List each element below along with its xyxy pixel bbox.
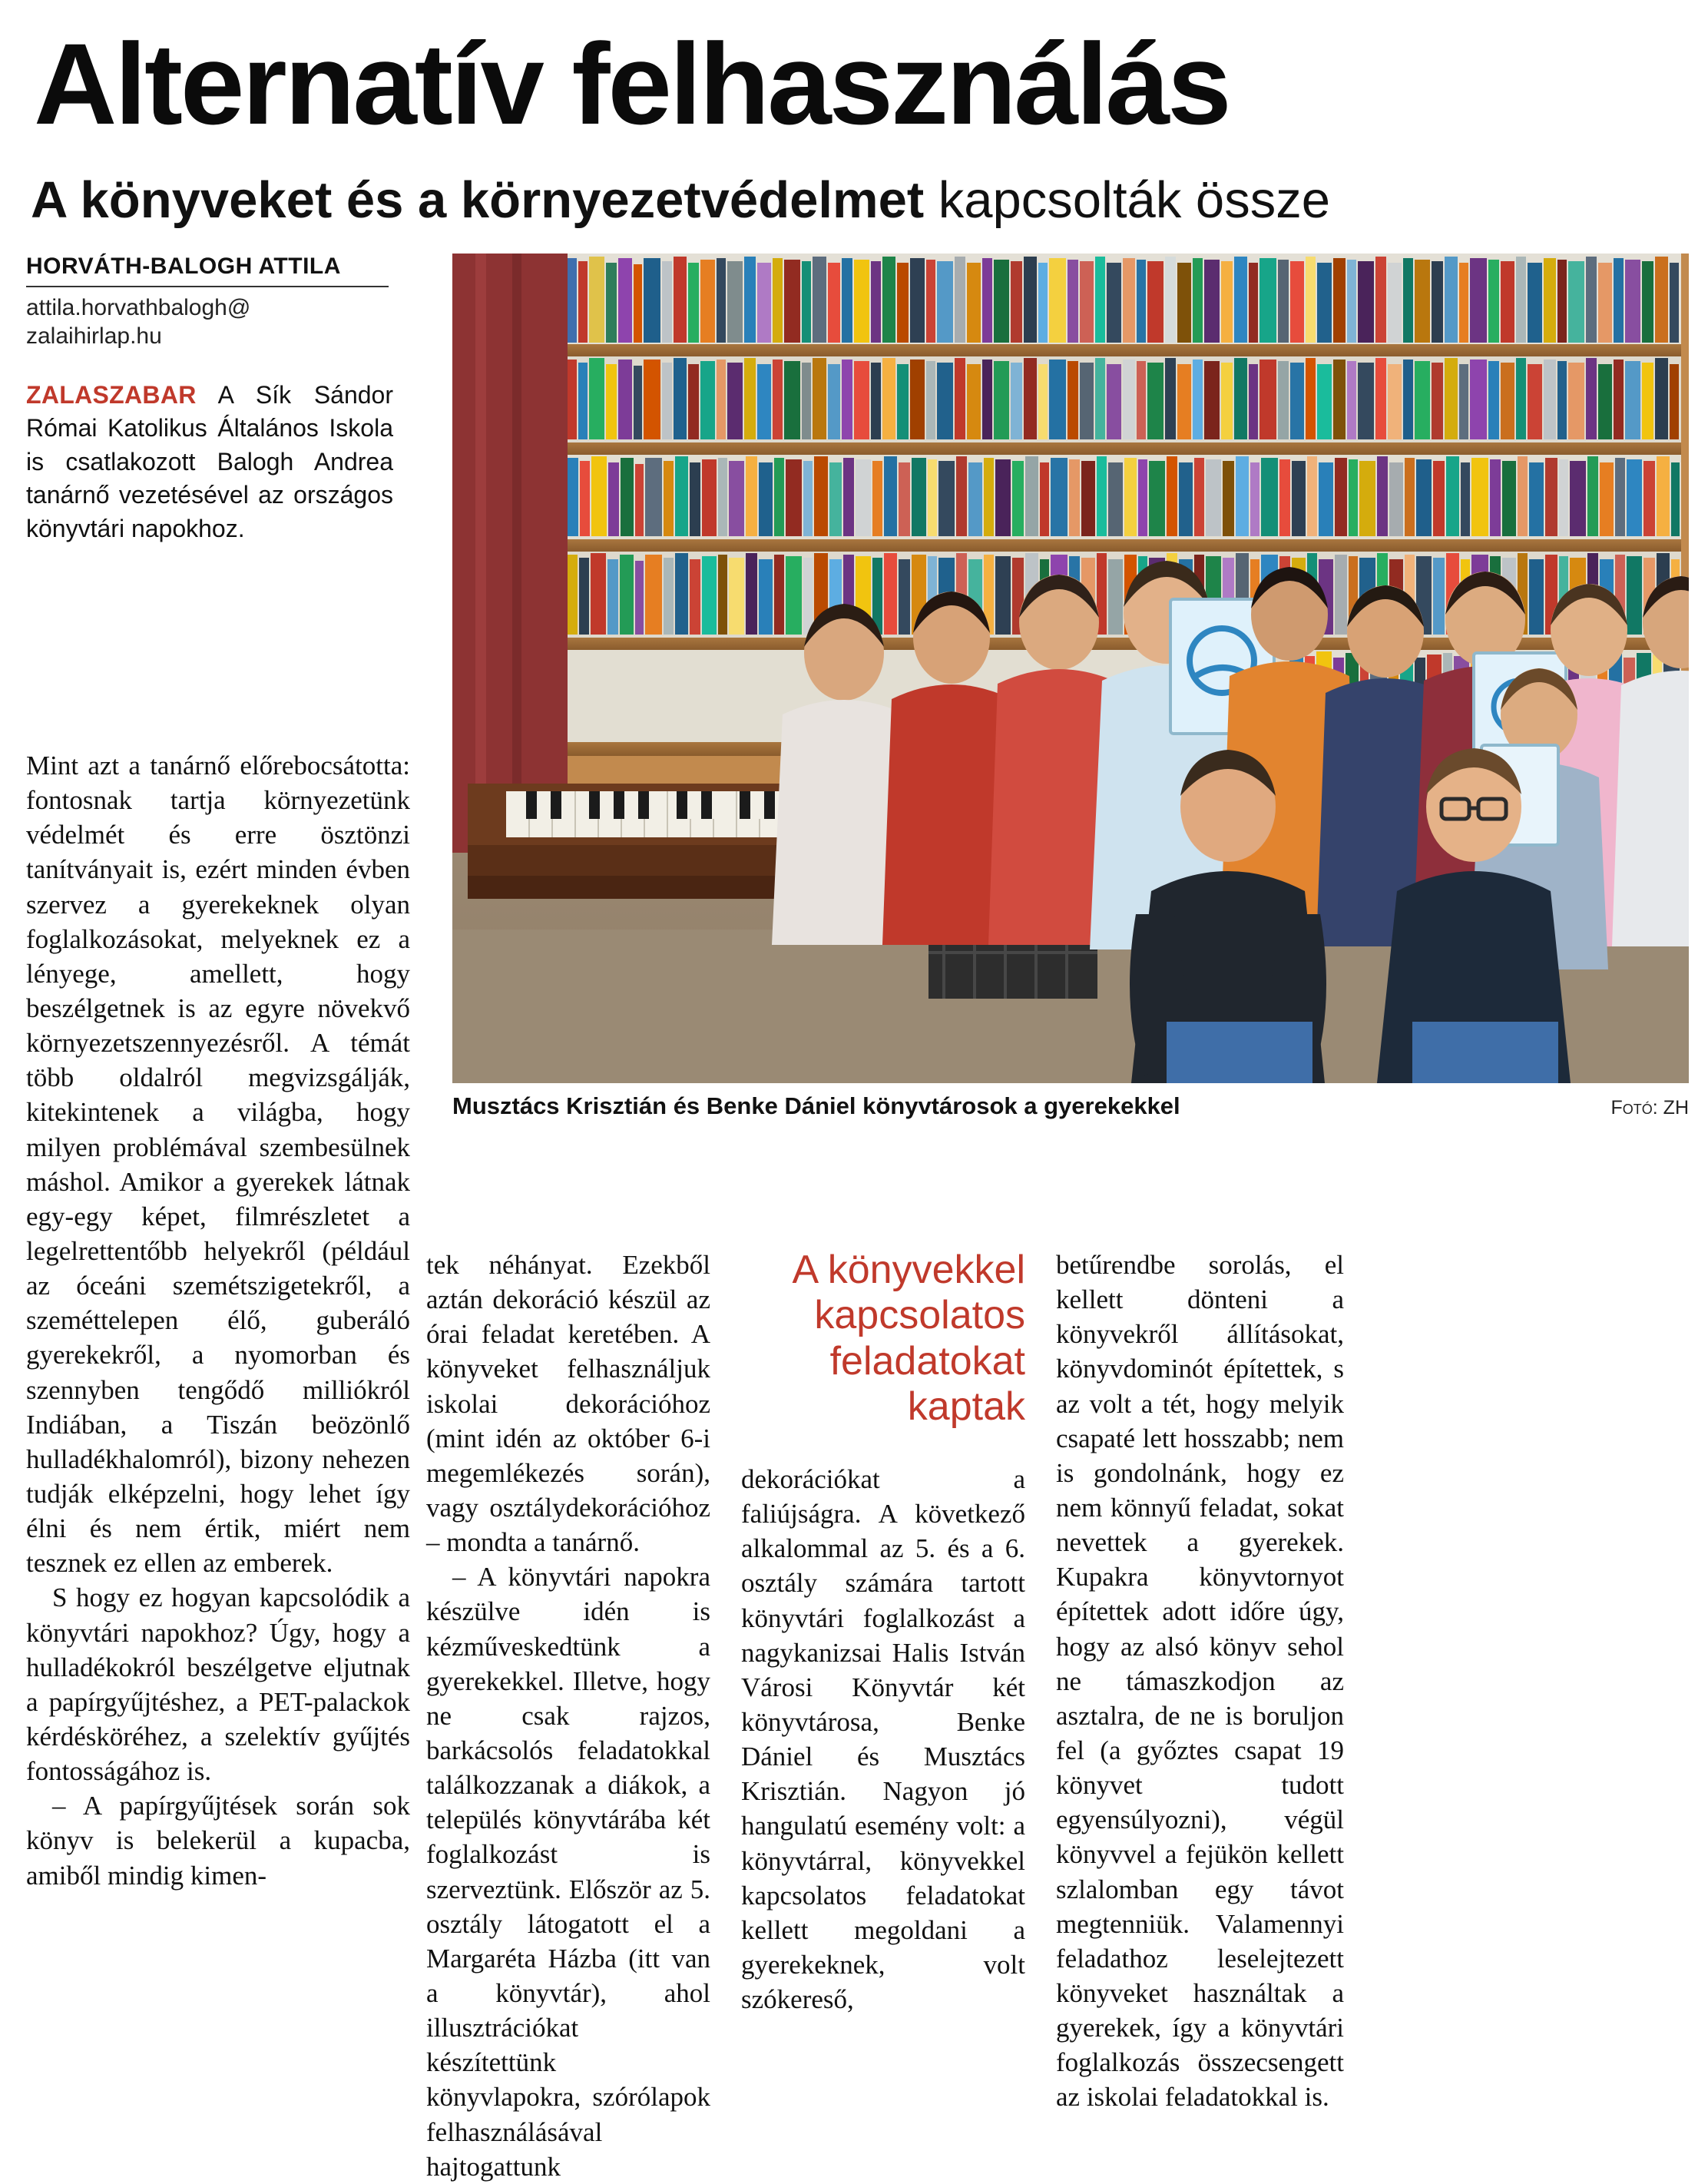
- lead-text: A Sík Sándor Római Katolikus Általános Iskola is csatlakozott Balogh Andrea tanárnő vezetésével az országos könyvtári napokhoz.: [26, 380, 393, 542]
- paragraph: – A papírgyűjtések során sok könyv is belekerül a kupacba, amiből mindig kimen-: [26, 1791, 410, 1891]
- author-email-line1: attila.horvathbalogh@: [26, 294, 251, 320]
- paragraph: Mint azt a tanárnő előrebocsátotta: fontosnak tartja környezetünk védelmét és erre ösztönzi tanítványait is, ezért minden évben szervez a gyerekeknek olyan foglalkozásokat, melyeknek ez a lényege, amellett, hogy beszélgetnek is az egyre növekvő környezetszennyezésről. A témát több oldalról megvizsgálják, kitekintenek a világba, hogy milyen problémával szembesülnek máshol. Amikor a gyerekek látnak egy-egy képet, filmrészletet a legelrettentőbb helyekről (például az óceáni szemétszigetekről, a szeméttelepen élő, guberáló gyerekekről, a nyomorban és szennyben tengődő milliókról Indiában, a Tiszán beözönlő hulladékhalomról), bizony nehezen tudják elképzelni, hogy lehet így élni és nem értik, miért nem tesznek ez ellen az emberek.: [26, 751, 410, 1579]
- column-2-body: [426, 1248, 710, 2184]
- paragraph: dekorációkat a faliújságra. A következő alkalommal az 5. és a 6. osztály számára tartott könyvtári foglalkozást a nagykanizsai Halis István Városi Könyvtár két könyvtárosa, Benke Dániel és Musztács Krisztián. Nagyon jó hangulatú esemény volt: a könyvtárral, könyvekkel kapcsolatos feladatokat kellett megoldani a gyerekeknek, volt szókereső,: [741, 1464, 1025, 2015]
- photo-caption-row: [452, 1092, 1689, 1120]
- paragraph: tek néhányat. Ezekből aztán dekoráció készül az órai feladat keretében. A könyveket felhasználjuk iskolai dekorációhoz (mint idén az október 6-i megemlékezés során), vagy osztálydekorációhoz – mondta a tanárnő.: [426, 1250, 710, 1558]
- column-3: [741, 1248, 1025, 2184]
- byline-column: [26, 254, 445, 546]
- subheadline-light: kapcsolták össze: [924, 171, 1330, 229]
- dateline: ZALASZABAR: [26, 380, 197, 409]
- newspaper-page: [0, 19, 1708, 2182]
- page-title: Alternatív felhasználás: [34, 19, 1230, 148]
- paragraph: betűrendbe sorolás, el kellett dönteni a könyvekről állításokat, könyvdominót építettek, s az volt a tét, hogy melyik csapaté lett hosszabb; nem is gondolnánk, hogy ez nem könnyű feladat, sokat nevettek a gyerekek. Kupakra könyvtornyot építettek adott időre úgy, hogy az alsó könyv sehol ne támaszkodjon az asztalra, de ne is boruljon fel (a győztes csapat 19 könyvet tudott egyensúlyozni), végül könyvvel a fejükön kellett szlalomban egy távot megtenniük. Valamennyi feladathoz leselejtezett könyveket használtak a gyerekek, így a könyvtári foglalkozás összecsengett az iskolai feladatokkal is.: [1056, 1250, 1344, 2113]
- pull-quote: A könyvekkel kapcsolatos feladatokat kaptak: [792, 1248, 1025, 1429]
- photo-credit-value: ZH: [1663, 1096, 1689, 1119]
- article-lower-columns: [426, 1248, 1682, 2184]
- lead-paragraph: [26, 379, 393, 546]
- paragraph: S hogy ez hogyan kapcsolódik a könyvtári napokhoz? Úgy, hogy a hulladékokról beszélgetve eljutnak a papírgyűjtéshez, a PET-palackok kérdésköréhez, a szelektív gyűjtés fontosságához is.: [26, 1582, 410, 1787]
- photo-credit: [1611, 1097, 1690, 1119]
- author-email: [26, 293, 389, 351]
- column-1-body: [26, 748, 410, 1893]
- photo-credit-label: Fotó:: [1610, 1096, 1658, 1119]
- column-3-body: [741, 1462, 1025, 2017]
- subheadline-bold: A könyveket és a környezetvédelmet: [31, 171, 925, 229]
- article-photo: [452, 254, 1689, 1083]
- photo-block: [452, 254, 1689, 1120]
- photo-illustration: [452, 254, 1689, 1083]
- paragraph: – A könyvtári napokra készülve idén is kézműveskedtünk a gyerekekkel. Illetve, hogy ne csak rajzos, barkácsolós feladatokkal találkozzanak a diákok, a település könyvtárába két foglalkozást is szerveztünk. Először az 5. osztály látogatott el a Margaréta Házba (itt van a könyvtár), ahol illusztrációkat készítettünk könyvlapokra, szórólapok felhasználásával hajtogattunk: [426, 1562, 710, 2182]
- column-4-body: [1056, 1248, 1344, 2184]
- subheadline: [31, 172, 1708, 229]
- author-name: HORVÁTH-BALOGH ATTILA: [26, 254, 389, 287]
- author-email-line2: zalaihirlap.hu: [26, 323, 162, 350]
- photo-caption: Musztács Krisztián és Benke Dániel könyvtárosok a gyerekekkel: [452, 1092, 1180, 1119]
